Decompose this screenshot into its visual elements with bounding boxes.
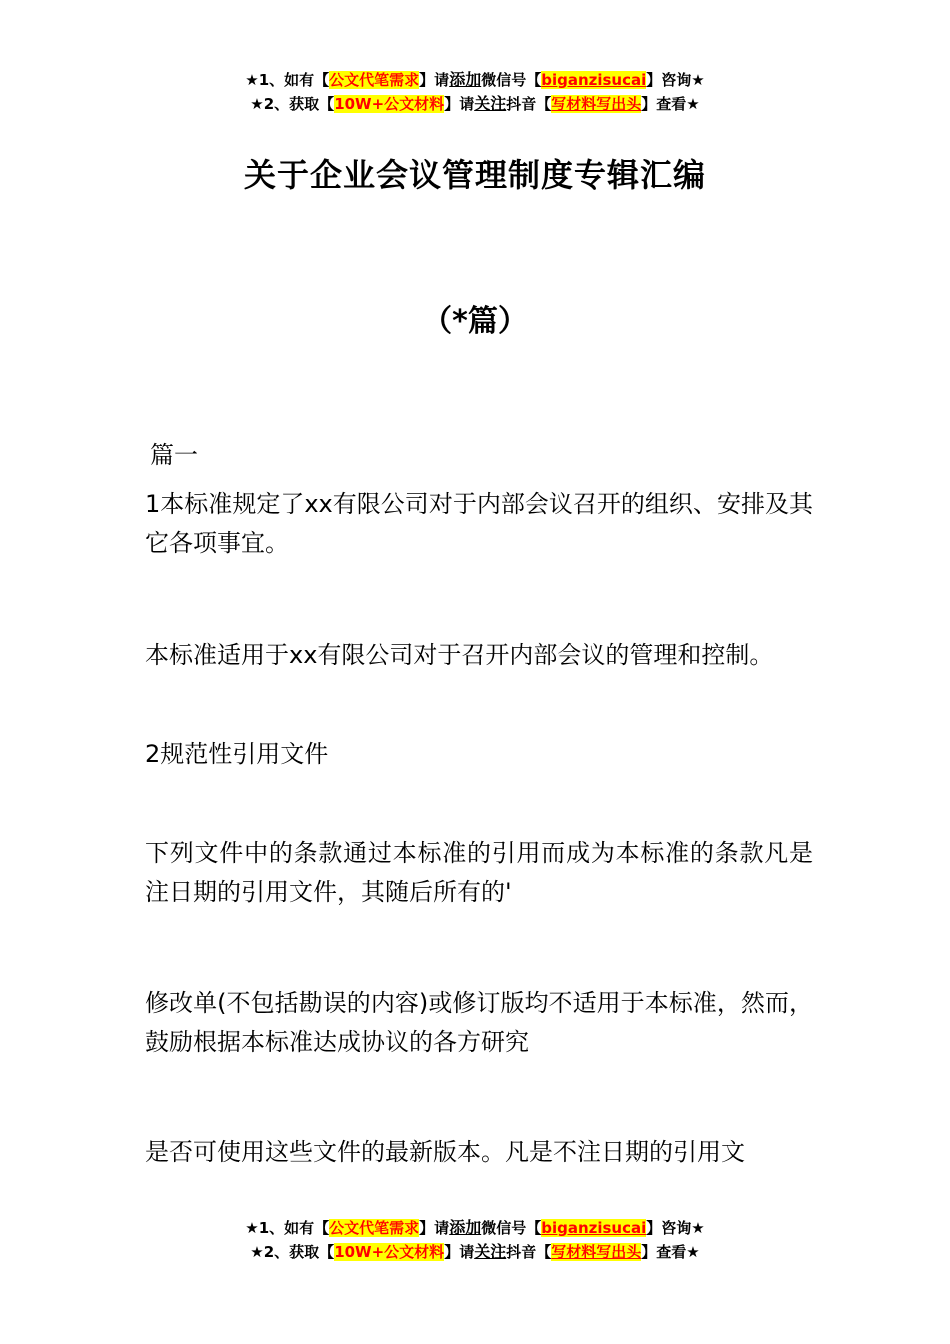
banner-line-2: ★2、获取【10W+公文材料】请关注抖音【写材料写出头】查看★: [250, 94, 700, 113]
banner-highlight: 10W+公文材料: [334, 95, 445, 113]
banner-douyin-id: 写材料写出头: [551, 95, 642, 113]
paragraph: 1本标准规定了xx有限公司对于内部会议召开的组织、安排及其它各项事宜。: [145, 490, 813, 557]
paragraph: 本标准适用于xx有限公司对于召开内部会议的管理和控制。: [145, 641, 774, 669]
top-banner: [0, 68, 950, 116]
document-title: 关于企业会议管理制度专辑汇编: [243, 156, 706, 194]
section-label: 篇一: [150, 441, 198, 469]
paragraph: 修改单(不包括勘误的内容)或修订版均不适用于本标准，然而，鼓励根据本标准达成协议的各方研究: [145, 989, 813, 1056]
banner-line-1: ★1、如有【公文代笔需求】请添加微信号【biganzisucai】咨询★: [245, 70, 705, 89]
banner-line-2: ★2、获取【10W+公文材料】请关注抖音【写材料写出头】查看★: [250, 1242, 700, 1261]
paragraph: 下列文件中的条款通过本标准的引用而成为本标准的条款凡是注日期的引用文件，其随后所有的': [145, 839, 813, 906]
banner-highlight: 10W+公文材料: [334, 1243, 445, 1261]
banner-douyin-id: 写材料写出头: [551, 1243, 642, 1261]
bottom-banner: [0, 1216, 950, 1264]
paragraph: 是否可使用这些文件的最新版本。凡是不注日期的引用文: [145, 1138, 745, 1166]
banner-wechat-id: biganzisucai: [541, 71, 647, 89]
banner-highlight: 公文代笔需求: [329, 1219, 420, 1237]
document-subtitle: （*篇）: [422, 304, 528, 339]
banner-wechat-id: biganzisucai: [541, 1219, 647, 1237]
banner-line-1: ★1、如有【公文代笔需求】请添加微信号【biganzisucai】咨询★: [245, 1218, 705, 1237]
paragraph: 2规范性引用文件: [145, 740, 329, 768]
banner-highlight: 公文代笔需求: [329, 71, 420, 89]
